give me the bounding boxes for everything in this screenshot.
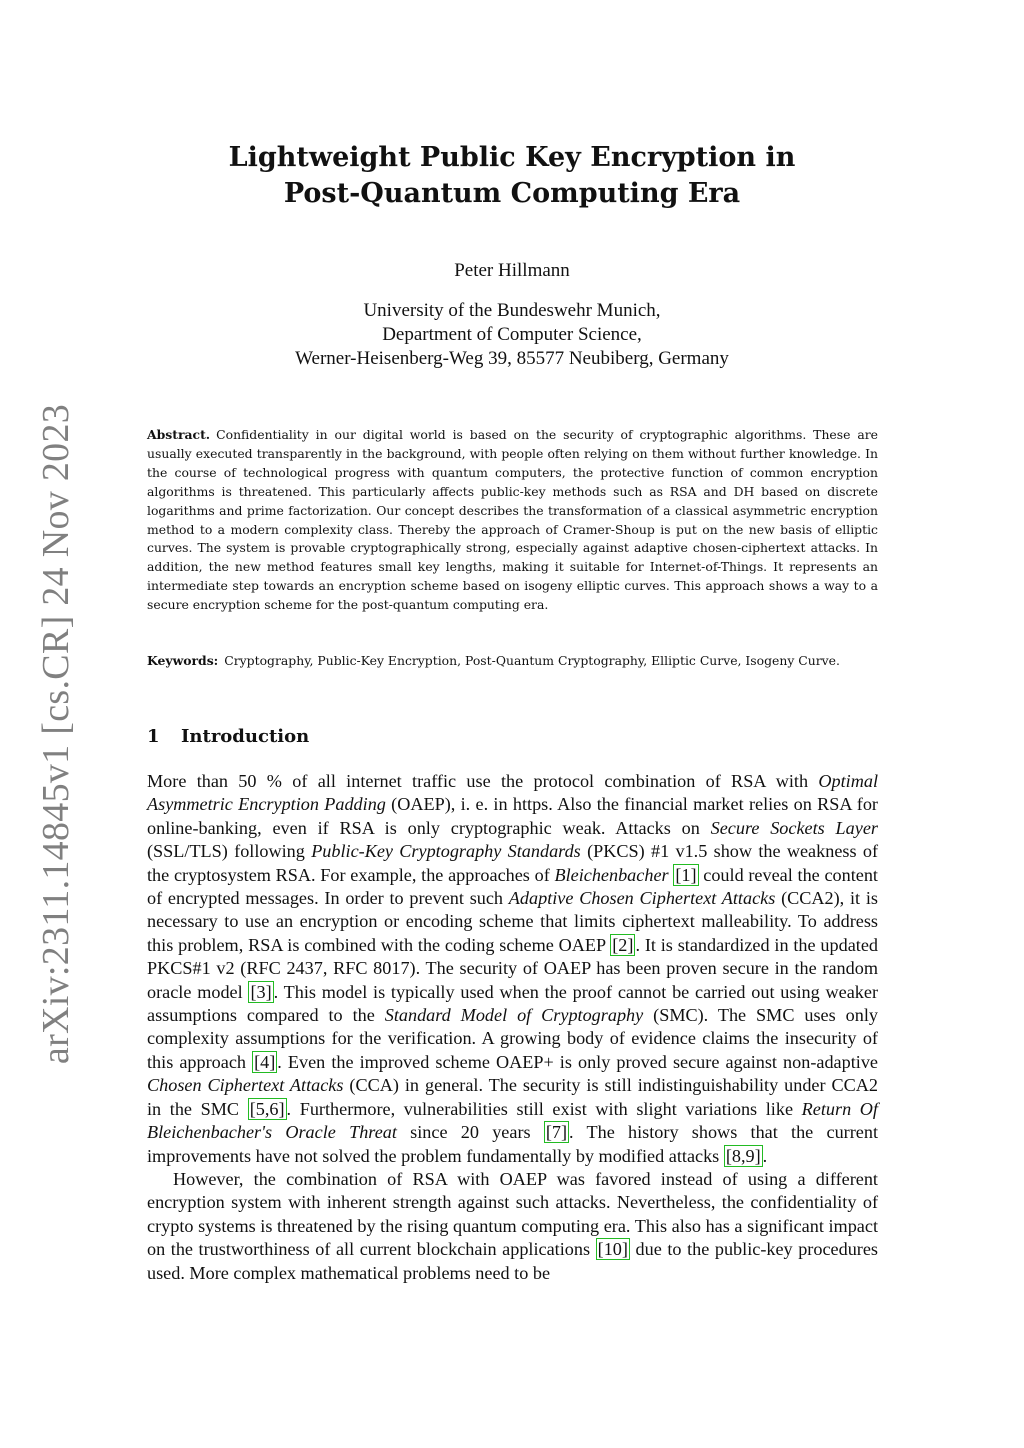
italic-term: Secure Sockets Layer <box>710 817 878 838</box>
citation-link[interactable]: [3] <box>250 981 272 1002</box>
italic-term: Optimal Asymmetric Encryption Padding <box>147 771 878 815</box>
keywords-label: Keywords: <box>147 653 219 668</box>
text-run: . Even the improved scheme OAEP+ is only proved secure against non-adaptive <box>277 1051 878 1072</box>
text-run: However, the combination of RSA with OAEP was favored instead of using a different encryption system with inherent strength against such attacks. Nevertheless, the confidentiality of crypto systems is threatened by the rising quantum computing era. This also has a significant impact on the trustworthiness of all current blockchain applications <box>147 1168 878 1260</box>
citation-link[interactable]: [2] <box>612 934 634 955</box>
text-run: could reveal the content of encrypted messages. In order to prevent such <box>147 864 878 909</box>
abstract-label: Abstract. <box>147 427 211 442</box>
text-run: More than 50 % of all internet traffic use the protocol combination of RSA with <box>147 771 819 791</box>
text-run: (OAEP), i. e. in https. Also the financial market relies on RSA for online-banking, even if RSA is only cryptographic weak. Attacks on <box>147 794 878 838</box>
citation-link[interactable]: [8,9] <box>725 1145 761 1166</box>
text-run: due to the public-key procedures used. More complex mathematical problems need to be <box>147 1239 878 1283</box>
italic-term: Chosen Ciphertext Attacks <box>147 1075 344 1096</box>
citation-link[interactable]: [5,6] <box>249 1098 285 1119</box>
keywords-text: Cryptography, Public-Key Encryption, Post-Quantum Cryptography, Elliptic Curve, Isogeny Curve. <box>224 653 840 668</box>
text-run: (SMC). The SMC uses only complexity assumptions for the verification. A growing body of evidence claims the insecurity of this approach <box>147 1005 878 1072</box>
section-heading <box>147 726 309 747</box>
italic-term: Adaptive Chosen Ciphertext Attacks <box>508 888 776 909</box>
text-run: (PKCS) #1 v1.5 show the weakness of the cryptosystem RSA. For example, the approaches of <box>147 841 879 885</box>
citation-link[interactable]: [4] <box>254 1051 276 1072</box>
title-line-2: Post-Quantum Computing Era <box>283 178 741 209</box>
section-number: 1 <box>147 726 160 747</box>
paragraph <box>147 770 878 1168</box>
text-run: . Furthermore, vulnerabilities still exist with slight variations like <box>286 1098 802 1119</box>
affiliation-line: Department of Computer Science, <box>382 324 642 345</box>
italic-term: Bleichenbacher <box>554 864 669 885</box>
title-line-1: Lightweight Public Key Encryption in <box>228 142 796 173</box>
paper-title <box>150 140 874 212</box>
paragraph <box>147 1168 878 1285</box>
citation-link[interactable]: [7] <box>545 1122 568 1143</box>
abstract <box>147 426 878 615</box>
section-title: Introduction <box>181 726 310 747</box>
italic-term: Return Of Bleichenbacher's Oracle Threat <box>147 1098 878 1143</box>
text-run: (CCA2), it is necessary to use an encryption or encoding scheme that limits ciphertext malleability. To address this problem, RSA is combined with the coding scheme OAEP <box>147 888 878 955</box>
text-run: (SSL/TLS) following <box>147 841 312 862</box>
text-run: since 20 years <box>396 1122 544 1143</box>
citation-link[interactable]: [10] <box>597 1239 628 1260</box>
text-run: . This model is typically used when the proof cannot be carried out using weaker assumptions compared to the <box>147 981 879 1026</box>
introduction-body <box>147 770 878 1285</box>
text-run: . The history shows that the current improvements have not solved the problem fundamentally by modified attacks <box>147 1122 878 1166</box>
italic-term: Standard Model of Cryptography <box>384 1005 644 1026</box>
italic-term: Public-Key Cryptography Standards <box>311 841 581 862</box>
affiliation-line: University of the Bundeswehr Munich, <box>363 300 661 321</box>
author-name: Peter Hillmann <box>454 260 570 281</box>
keywords <box>147 652 878 671</box>
affiliation-line: Werner-Heisenberg-Weg 39, 85577 Neubiberg, Germany <box>295 348 729 369</box>
arxiv-identifier: arXiv:2311.14845v1 [cs.CR] 24 Nov 2023 <box>35 403 77 1065</box>
text-run: . It is standardized in the updated PKCS#1 v2 (RFC 2437, RFC 8017). The security of OAEP has been proven secure in the random oracle model <box>147 934 878 1002</box>
author-affiliation <box>150 299 874 371</box>
text-run: (CCA) in general. The security is still indistinguishability under CCA2 in the SMC <box>147 1075 878 1119</box>
text-run: . <box>762 1145 768 1166</box>
abstract-text: Confidentiality in our digital world is based on the security of cryptographic algorithms. These are usually executed transparently in the background, with people often relying on them without further knowledge. In the course of technological progress with quantum computers, the protective function of common encryption algorithms is threatened. This particularly affects public-key methods such as RSA and DH based on discrete logarithms and prime factorization. Our concept describes the transformation of a classical asymmetric encryption method to a modern complexity class. Thereby the approach of Cramer-Shoup is put on the new basis of elliptic curves. The system is provable cryptographically strong, especially against adaptive chosen-ciphertext attacks. In addition, the new method features small key lengths, making it suitable for Internet-of-Things. It represents an intermediate step towards an encryption scheme based on isogeny elliptic curves. This approach shows a way to a secure encryption scheme for the post-quantum computing era. <box>147 427 878 613</box>
citation-link[interactable]: [1] <box>675 864 697 885</box>
